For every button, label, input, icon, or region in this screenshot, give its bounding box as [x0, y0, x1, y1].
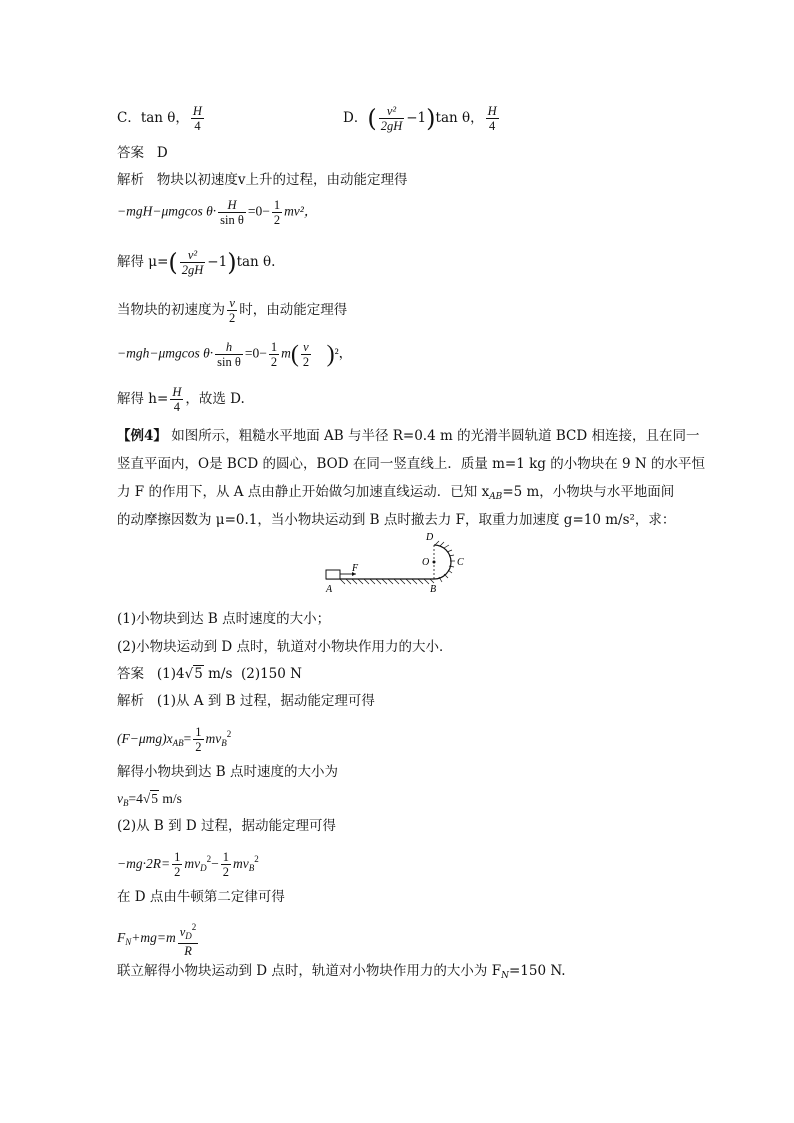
option-d-label: D．: [343, 110, 368, 126]
example-text: 竖直平面内，O是 BCD 的圆心，BOD 在同一竖直线上．质量 m=1 kg 的小物块在 9 N 的水平恒: [117, 456, 706, 472]
fraction-denominator: 2: [195, 740, 202, 755]
subscript: N: [501, 971, 509, 981]
label-a: A: [326, 584, 333, 595]
question-text: (1)小物块到达 B 点时速度的大小；: [117, 611, 331, 627]
example-4-line-4: [117, 510, 675, 530]
minus-one: −1: [406, 110, 427, 126]
fraction-numerator: 1: [273, 198, 281, 212]
sqrt-radicand: 5: [151, 791, 159, 806]
answer-label: 答案: [117, 145, 144, 161]
equation-prefix: 解得 h=: [117, 391, 169, 407]
text-line: 解得小物块到达 B 点时速度的大小为: [117, 764, 339, 780]
example-tag: 【例4】: [117, 428, 167, 444]
block: [326, 570, 340, 579]
term: mv: [184, 856, 201, 871]
fraction-denominator: 2: [302, 355, 310, 369]
answer-label: 答案: [117, 666, 144, 682]
line-prefix: 当物块的初速度为: [117, 302, 225, 318]
subscript: B: [123, 798, 129, 808]
example-4-line-1: [117, 426, 699, 446]
question-1: [117, 609, 330, 629]
explanation-label: 解析: [117, 693, 144, 709]
fraction-denominator: 2: [229, 311, 236, 325]
track-hatching: [435, 541, 455, 582]
equation-prefix: 解得 μ=: [117, 254, 169, 270]
option-c: [117, 104, 206, 133]
equation-6: $v_B=4√5$ m/s: [117, 791, 182, 808]
question-2: [117, 637, 453, 657]
option-d: D．( $\frac{\text{v²}}{2gH}$ −1)tan θ， $\frac{H}{4}$: [343, 104, 497, 133]
equation-suffix: ，故选 D.: [185, 391, 245, 407]
fraction-denominator: 4: [489, 119, 496, 133]
fraction-denominator: sin θ: [220, 213, 244, 227]
answer-1: [117, 143, 168, 163]
unit: m/s: [203, 666, 233, 682]
fraction-numerator: 1: [222, 850, 229, 865]
fraction-denominator: 2: [273, 213, 281, 227]
fraction-denominator: 2: [222, 865, 229, 880]
center-point: [433, 561, 436, 564]
subscript: AB: [172, 738, 184, 748]
answer-part-2: (2)150 N: [240, 666, 302, 682]
label-c: C: [457, 557, 464, 568]
option-c-label: C．tan θ，: [117, 110, 189, 126]
answer-value: D: [156, 145, 168, 161]
fraction-denominator: 2: [174, 865, 181, 880]
subscript: N: [125, 937, 132, 948]
text-line: (2)从 B 到 D 过程，据动能定理可得: [117, 818, 337, 834]
equation-lhs: (F−μmg)x: [117, 731, 173, 746]
text-line-end: =150 N.: [508, 963, 566, 979]
equation-8: $F_N+mg=m$ $\frac{v_D^2}{R}$: [117, 922, 197, 958]
equation-lhs: −mgh−μmgcos θ·: [117, 345, 214, 361]
subscript: B: [221, 738, 227, 748]
equation-4: [117, 385, 245, 414]
fraction-numerator: v: [301, 340, 311, 355]
line-suffix: 时，由动能定理得: [239, 302, 348, 318]
equation-tail: tan θ.: [236, 254, 276, 270]
equation-5: [117, 724, 231, 754]
equation-lhs: −mg·2R=: [117, 856, 171, 871]
fraction-denominator: 2: [270, 355, 278, 369]
explanation-1: [117, 170, 408, 190]
fraction-denominator: 4: [194, 119, 201, 133]
explanation-text: (1)从 A 到 B 过程，据动能定理可得: [156, 693, 375, 709]
subscript: B: [248, 863, 255, 873]
tan-theta: tan θ，: [435, 110, 484, 126]
mass-symbol: m: [281, 345, 291, 361]
answer-2: 答案 (1)4√5 m/s (2)150 N: [117, 666, 302, 682]
equation-7: −mg·2R= $\frac{1}{2}$ $mv_D^2-$ $\frac{1}{2}$ $mv_B^2$: [117, 850, 259, 880]
superscript: 2: [226, 729, 232, 739]
question-text: (2)小物块运动到 D 点时，轨道对小物块作用力的大小．: [117, 639, 453, 655]
answer-part-1: (1)4: [156, 666, 185, 682]
equals-zero-minus: =0−: [247, 203, 270, 219]
fraction-numerator: v: [227, 296, 237, 311]
fraction-denominator: 2gH: [380, 119, 403, 133]
example-text: 的动摩擦因数为 μ=0.1，当小物块运动到 B 点时撤去力 F，取重力加速度 g=10 m/s²，求：: [117, 512, 676, 528]
explanation-text: 物块以初速度v上升的过程，由动能定理得: [156, 172, 408, 188]
explanation-2: [117, 691, 375, 711]
fraction-numerator: 1: [195, 725, 202, 740]
example-text: 力 F 的作用下，从 A 点由静止开始做匀加速直线运动．已知 x: [117, 484, 490, 500]
label-f: F: [352, 563, 359, 574]
equation-tail: mv: [205, 731, 222, 746]
fraction-denominator: R: [184, 944, 192, 958]
fraction-numerator: h: [215, 340, 243, 355]
fraction-denominator: 2gH: [181, 263, 204, 277]
fraction-numerator: H: [487, 104, 497, 118]
fraction-denominator: 4: [173, 400, 180, 414]
equation-1: [117, 198, 317, 227]
equals-zero-minus: =0−: [244, 345, 267, 361]
subscript: D: [200, 863, 207, 873]
term: mv: [232, 856, 249, 871]
label-d: D: [426, 532, 434, 543]
fraction-numerator: H: [172, 385, 182, 399]
subscript: D: [185, 931, 192, 941]
fraction-numerator: H: [218, 198, 246, 213]
example-4-line-3: [117, 482, 674, 507]
fraction-denominator: sin θ: [217, 355, 241, 369]
newton-law-line: [117, 887, 285, 907]
unit: m/s: [159, 791, 182, 806]
sqrt-radicand: 5: [194, 666, 203, 682]
equation-mid: +mg=m: [131, 930, 176, 946]
equation-3: −mgh−μmgcos θ· $\frac{h}{\text{sin θ}}$ =0− $\frac{1}{2}$ m( $\frac{v}{2}$ )²，: [117, 340, 353, 369]
example-text: 如图所示，粗糙水平地面 AB 与半径 R=0.4 m 的光滑半圆轨道 BCD 相连接，且在同一: [171, 428, 700, 444]
example-4-line-2: [117, 454, 705, 474]
equation-tail: ²，: [334, 345, 353, 361]
fraction-numerator: 1: [270, 340, 278, 354]
semicircle-track: [434, 545, 451, 579]
fraction-numerator: H: [192, 104, 202, 118]
fraction-numerator: v²: [180, 248, 206, 263]
text-line: 在 D 点由牛顿第二定律可得: [117, 889, 285, 905]
equation-tail: mv²，: [284, 203, 318, 219]
equals-value: =4: [128, 791, 143, 806]
ground-hatching: [340, 579, 434, 584]
label-b: B: [430, 584, 437, 595]
force-symbol: F: [117, 930, 126, 946]
fraction-numerator: 1: [174, 850, 181, 865]
result-speed-line: [117, 762, 338, 782]
final-result-line: [117, 961, 566, 986]
example-text: =5 m，小物块与水平地面间: [502, 484, 675, 500]
initial-speed-line: [117, 296, 347, 325]
minus-one: −1: [207, 254, 228, 270]
fraction-numerator: v: [179, 925, 186, 939]
equals-sign: =: [183, 731, 192, 746]
subscript: AB: [489, 492, 503, 502]
label-o: O: [422, 557, 430, 568]
equation-2: 解得 μ=( $\frac{\text{v²}}{2gH}$ −1)tan θ.: [117, 248, 276, 277]
velocity-symbol: v: [117, 791, 123, 806]
fraction-numerator: v²: [379, 104, 405, 119]
equation-lhs: −mgH−μmgcos θ·: [117, 203, 217, 219]
b-to-d-line: [117, 816, 336, 836]
track-figure: [318, 528, 478, 598]
minus-sign: −: [211, 856, 219, 871]
explanation-label: 解析: [117, 172, 144, 188]
text-line: 联立解得小物块运动到 D 点时，轨道对小物块作用力的大小为 F: [117, 963, 502, 979]
